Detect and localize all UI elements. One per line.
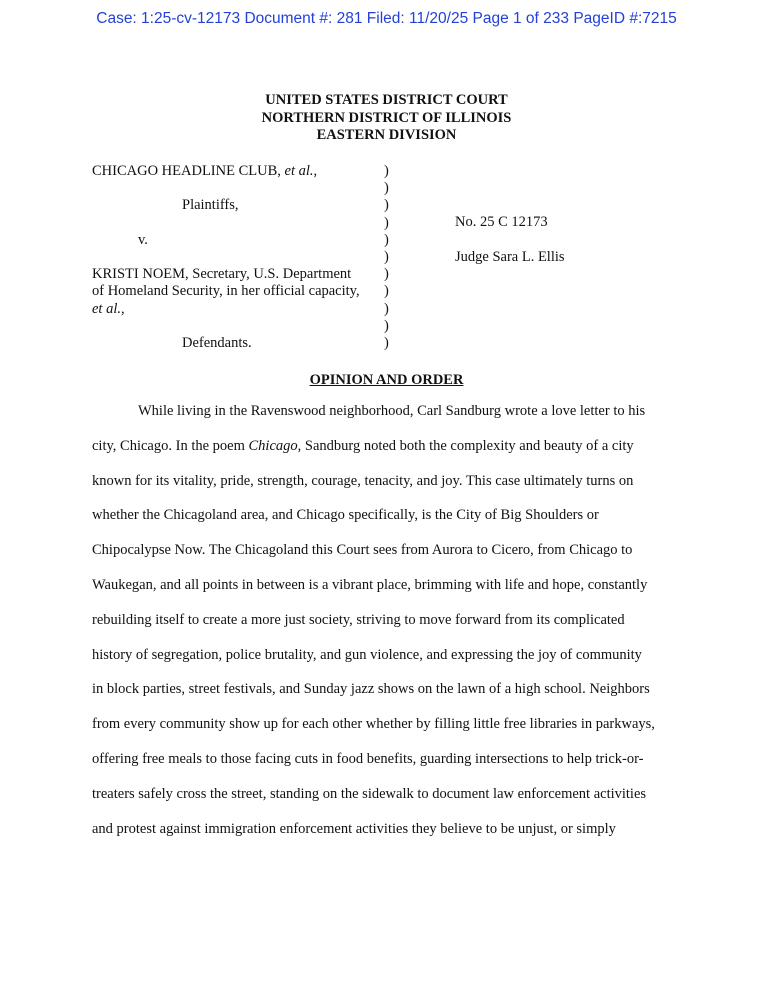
versus-label: v. [138, 231, 148, 248]
body-line: city, Chicago. In the poem Chicago, Sandburg noted both the complexity and beauty of a city [92, 437, 634, 454]
caption-parentheses [384, 163, 389, 352]
paren: ) [384, 335, 389, 352]
defendant-name-line2: of Homeland Security, in her official capacity, [92, 283, 360, 300]
paren: ) [384, 266, 389, 283]
body-line: offering free meals to those facing cuts in food benefits, guarding intersections to help trick-or- [92, 750, 644, 767]
document-title: OPINION AND ORDER [309, 372, 464, 388]
paren: ) [384, 317, 389, 334]
body-line: history of segregation, police brutality, and gun violence, and expressing the joy of community [92, 646, 642, 663]
plaintiff-name: CHICAGO HEADLINE CLUB, et al., [92, 163, 318, 179]
paren: ) [384, 180, 389, 197]
paren: ) [384, 249, 389, 266]
body-line: known for its vitality, pride, strength, courage, tenacity, and joy. This case ultimately turns on [92, 472, 634, 489]
case-number: No. 25 C 12173 [455, 214, 548, 230]
paren: ) [384, 163, 389, 179]
paren: ) [384, 300, 389, 317]
court-name: UNITED STATES DISTRICT COURT [265, 92, 508, 108]
plaintiffs-label: Plaintiffs, [182, 197, 239, 214]
court-district: NORTHERN DISTRICT OF ILLINOIS [261, 109, 512, 126]
body-line: Waukegan, and all points in between is a vibrant place, brimming with life and hope, constantly [92, 576, 648, 593]
body-line: from every community show up for each other whether by filling little free libraries in parkways, [92, 716, 655, 733]
paren: ) [384, 214, 389, 231]
defendants-label: Defendants. [182, 335, 252, 352]
body-line: in block parties, street festivals, and Sunday jazz shows on the lawn of a high school. Neighbors [92, 681, 650, 698]
judge-name: Judge Sara L. Ellis [455, 249, 565, 265]
paren: ) [384, 283, 389, 300]
paren: ) [384, 197, 389, 214]
body-line: rebuilding itself to create a more just society, striving to move forward from its complicated [92, 611, 625, 628]
court-heading [0, 92, 773, 145]
court-division: EASTERN DIVISION [316, 127, 457, 143]
defendant-name-line1: KRISTI NOEM, Secretary, U.S. Department [92, 266, 352, 283]
body-line: treaters safely cross the street, standing on the sidewalk to document law enforcement activities [92, 785, 647, 802]
case-caption-parties [92, 163, 382, 352]
body-line: While living in the Ravenswood neighborhood, Carl Sandburg wrote a love letter to his [138, 403, 646, 419]
defendant-etal: et al., [92, 300, 125, 317]
opinion-body [92, 403, 692, 855]
body-line: Chipocalypse Now. The Chicagoland this Court sees from Aurora to Cicero, from Chicago to [92, 542, 633, 559]
paren: ) [384, 231, 389, 248]
case-header-stamp: Case: 1:25-cv-12173 Document #: 281 Filed: 11/20/25 Page 1 of 233 PageID #:7215 [96, 10, 677, 27]
body-line: and protest against immigration enforcement activities they believe to be unjust, or simply [92, 820, 616, 837]
body-line: whether the Chicagoland area, and Chicago specifically, is the City of Big Shoulders or [92, 507, 599, 524]
